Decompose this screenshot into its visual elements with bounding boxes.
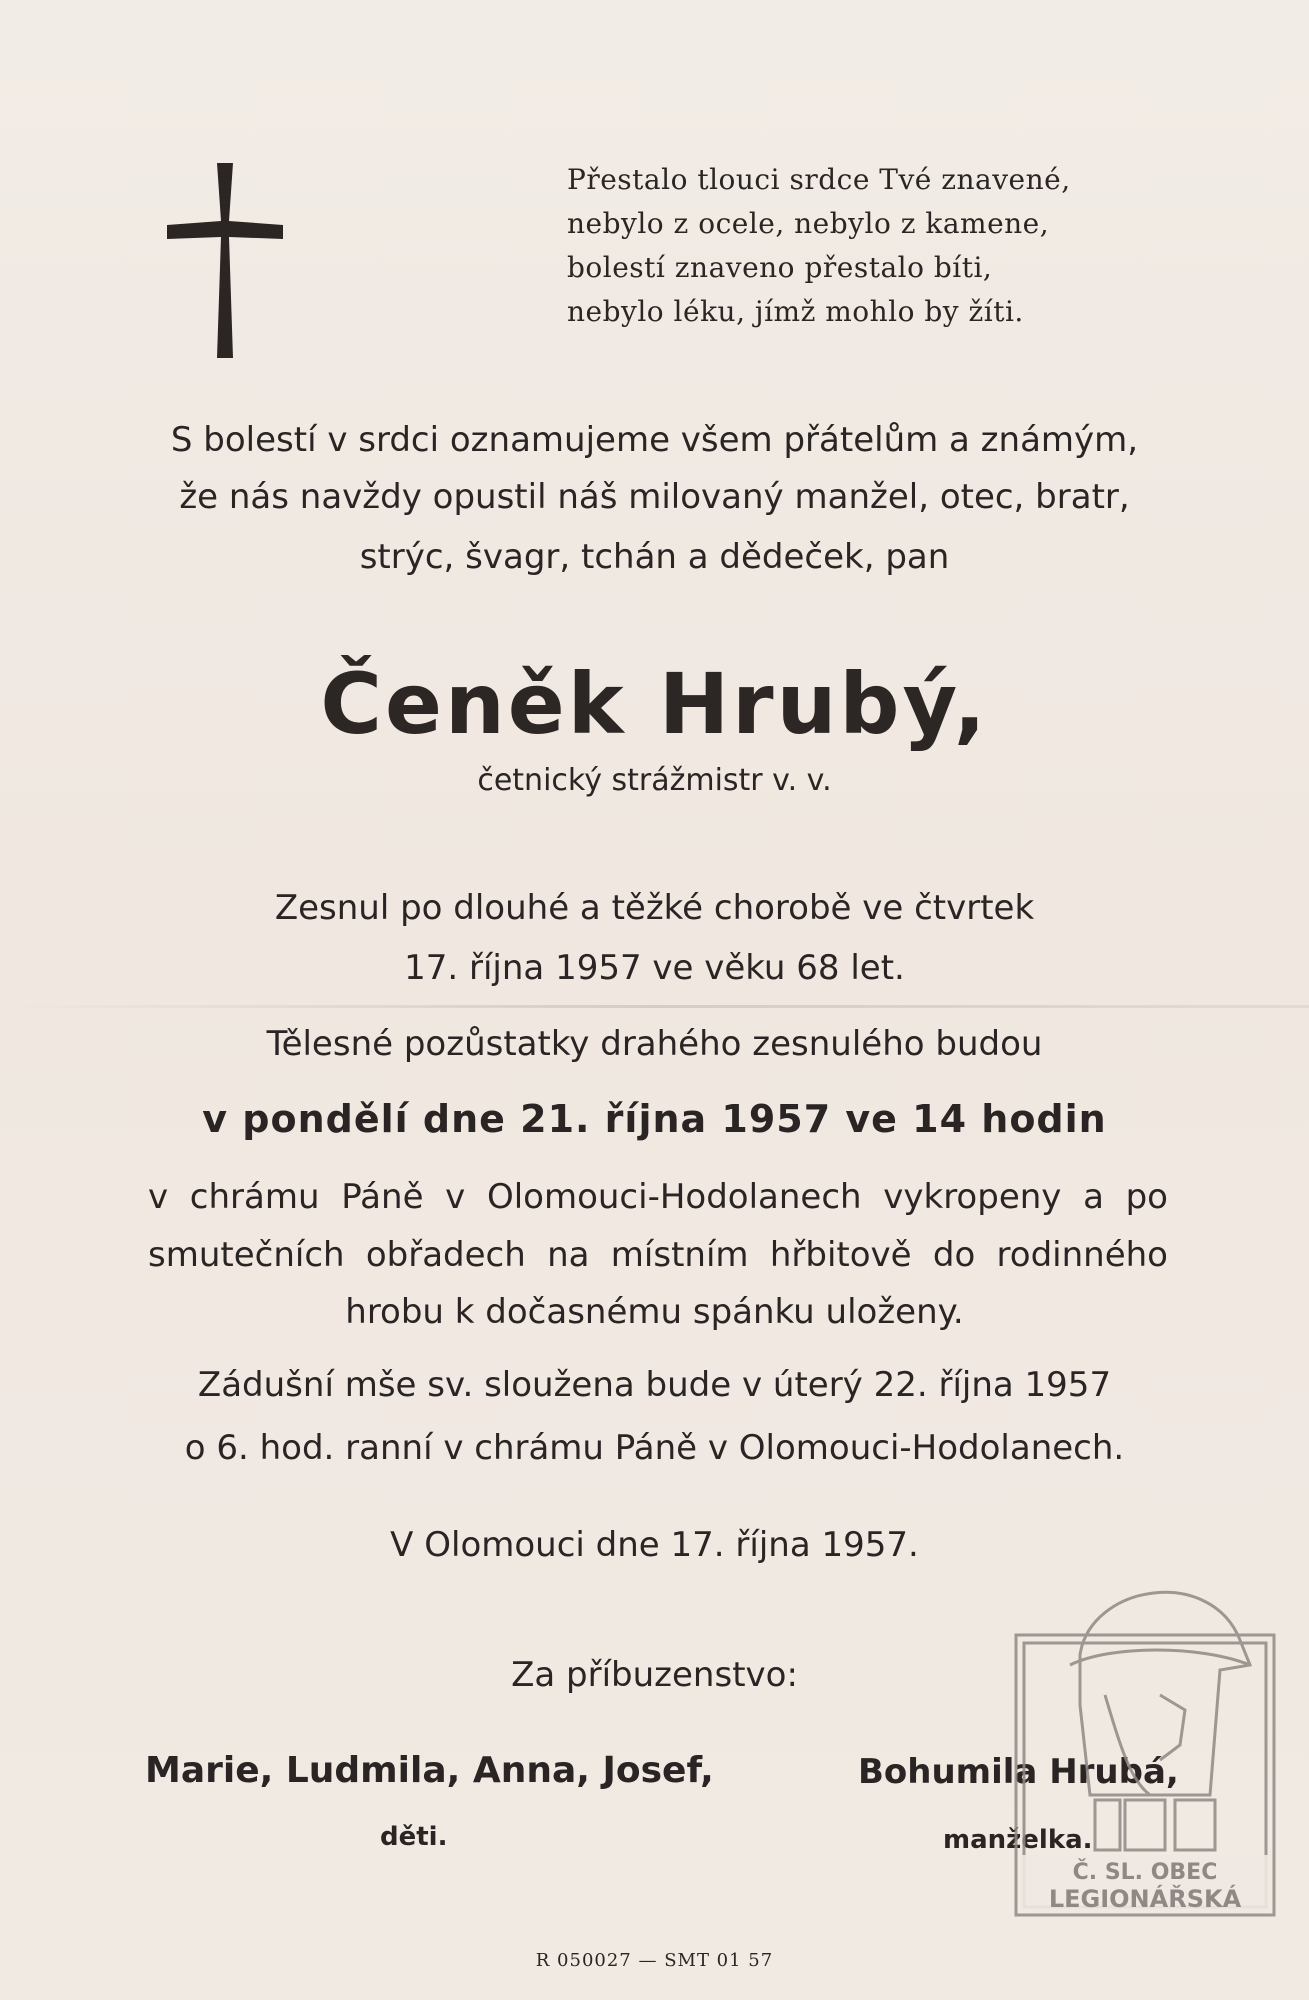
word: a [1083,1177,1104,1217]
place-date: V Olomouci dne 17. října 1957. [390,1525,919,1565]
word: po [1125,1177,1168,1217]
poem-line: Přestalo tlouci srdce Tvé znavené, [567,163,1071,196]
word: hřbitově [769,1235,912,1275]
signature-children-role: děti. [380,1822,448,1852]
announcement-line: že nás navždy opustil náš milovaný manžel, otec, bratr, [179,477,1130,517]
word: chrámu [189,1177,320,1217]
word: obřadech [365,1235,526,1275]
word: Olomouci-Hodolanech [486,1177,862,1217]
poem-line: nebylo z ocele, nebylo z kamene, [567,207,1050,240]
word: na [547,1235,590,1275]
signature-wife-role: manželka. [943,1825,1093,1855]
deceased-title: četnický strážmistr v. v. [477,763,832,798]
word: do [932,1235,976,1275]
printer-code: R 050027 — SMT 01 57 [535,1950,774,1971]
legion-stamp-watermark [1010,1545,1280,1925]
poem-line: bolestí znaveno přestalo bíti, [567,251,993,284]
signature-wife: Bohumila Hrubá, [858,1752,1179,1792]
svg-text:LEGIONÁŘSKÁ: LEGIONÁŘSKÁ [1048,1885,1242,1913]
funeral-time: v pondělí dne 21. října 1957 ve 14 hodin [202,1097,1107,1141]
word: smutečních [148,1235,345,1275]
word: v [148,1177,169,1217]
word: Páně [341,1177,424,1217]
svg-text:Č. SL. OBEC: Č. SL. OBEC [1072,1860,1218,1885]
mass-line: Zádušní mše sv. sloužena bude v úterý 22. října 1957 [197,1365,1112,1405]
burial-line [148,1235,1168,1275]
word: rodinného [996,1235,1168,1275]
paper-fold [0,1005,1309,1008]
announcement-line: strýc, švagr, tchán a dědeček, pan [359,537,950,577]
burial-line [148,1177,1168,1217]
cross-icon [165,163,285,358]
poem-line: nebylo léku, jímž mohlo by žíti. [567,295,1024,328]
announcement-line: S bolestí v srdci oznamujeme všem přátelům a známým, [170,420,1139,460]
on-behalf-label: Za příbuzenstvo: [511,1655,798,1695]
mass-line: o 6. hod. ranní v chrámu Páně v Olomouci-Hodolanech. [184,1428,1125,1468]
remains-intro: Tělesné pozůstatky drahého zesnulého budou [266,1024,1043,1064]
burial-line: hrobu k dočasnému spánku uloženy. [345,1292,964,1332]
death-line: Zesnul po dlouhé a těžké chorobě ve čtvrtek [274,888,1035,928]
deceased-name: Čeněk Hrubý, [320,655,989,753]
poem [567,158,1187,334]
signature-children: Marie, Ludmila, Anna, Josef, [145,1750,714,1791]
word: vykropeny [883,1177,1062,1217]
word: v [445,1177,466,1217]
word: místním [610,1235,749,1275]
death-line: 17. října 1957 ve věku 68 let. [404,948,905,988]
